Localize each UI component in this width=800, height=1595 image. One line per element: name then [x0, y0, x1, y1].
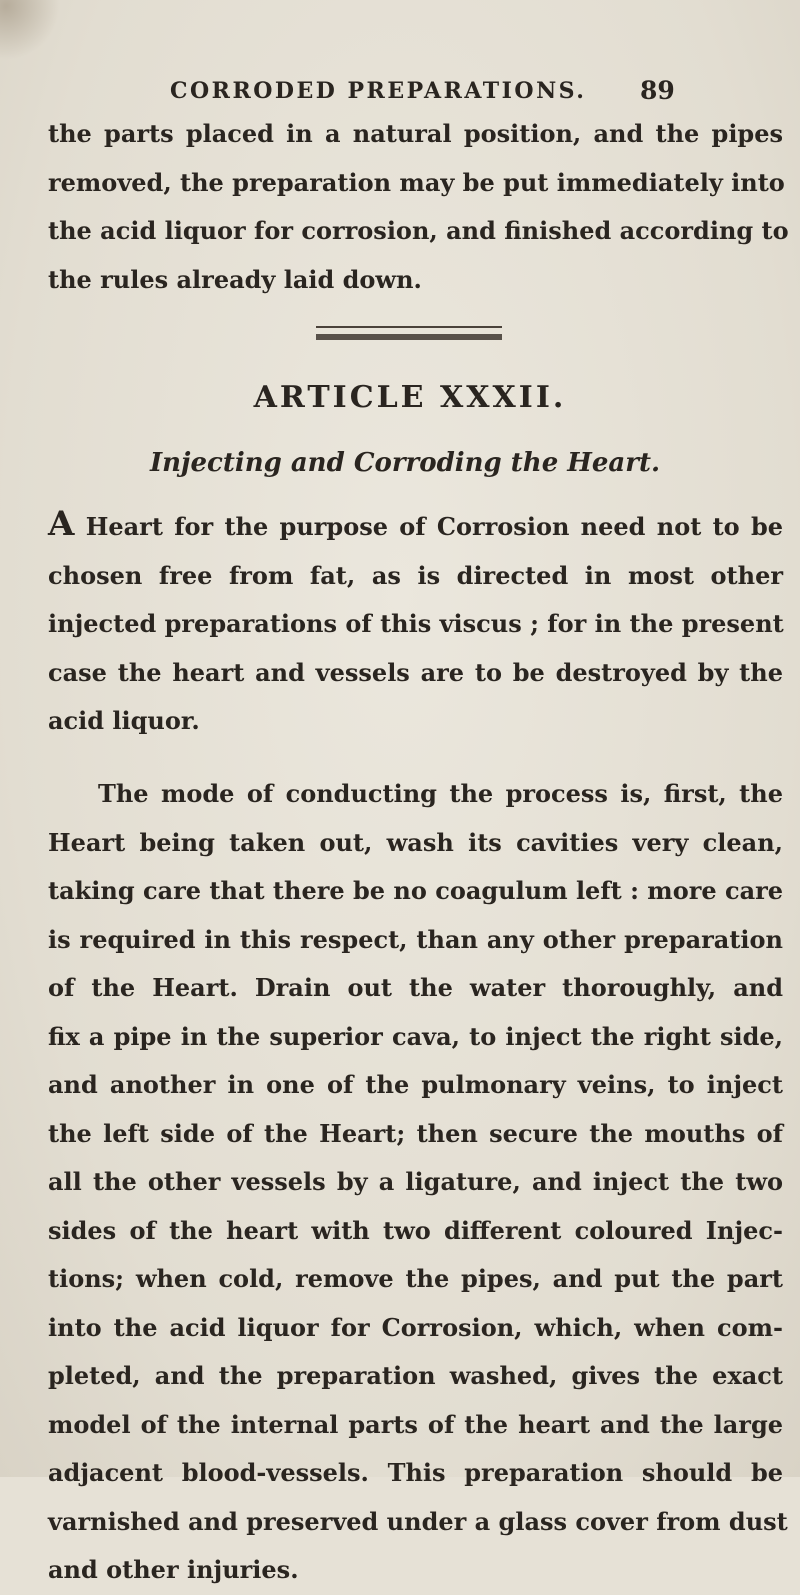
text-line: fix a pipe in the superior cava, to inject the right side, [48, 1021, 783, 1051]
article-subtitle: Injecting and Corroding the Heart. [149, 448, 661, 478]
text-line: all the other vessels by a ligature, and inject the two [48, 1167, 783, 1196]
text-line: chosen free from fat, as is directed in most other [48, 560, 783, 590]
text-line: taking care that there be no coagulum left : more care [48, 876, 784, 905]
body-paragraph [48, 770, 788, 1595]
text-line: adjacent blood-vessels. This preparation should be [48, 1458, 783, 1487]
text-line: the acid liquor for corrosion, and finished according to [48, 216, 789, 245]
text-line: Heart being taken out, wash its cavities very clean, [48, 827, 783, 857]
page-number: 89 [640, 76, 675, 105]
page-stain [0, 0, 60, 60]
text-line: into the acid liquor for Corrosion, which, when com- [48, 1312, 783, 1342]
text-line-rest: Heart for the purpose of Corrosion need not to be [85, 512, 784, 541]
text-line: and other injuries. [48, 1555, 299, 1584]
text-line: The mode of conducting the process is, first, the [98, 779, 783, 808]
text-line: injected preparations of this viscus ; for in the present [48, 609, 784, 638]
section-divider-thin [316, 326, 502, 328]
text-line: case the heart and vessels are to be destroyed by the [48, 657, 783, 687]
text-line: removed, the preparation may be put immediately into [48, 167, 785, 197]
text-line: is required in this respect, than any other preparation [48, 924, 783, 954]
initial-letter: A [48, 504, 75, 544]
section-divider-thick [316, 334, 502, 340]
text-line: sides of the heart with two different coloured Injec- [48, 1215, 783, 1245]
text-line: the parts placed in a natural position, and the pipes [48, 119, 783, 148]
text-line: and another in one of the pulmonary veins, to inject [48, 1070, 783, 1099]
intro-paragraph [48, 500, 783, 746]
continuation-paragraph [48, 110, 789, 304]
text-line: the left side of the Heart; then secure the mouths of [48, 1118, 783, 1148]
text-line: pleted, and the preparation washed, gives the exact [48, 1361, 783, 1390]
text-line: the rules already laid down. [48, 264, 422, 294]
article-heading: ARTICLE XXXII. [253, 380, 567, 415]
running-title: CORRODED PREPARATIONS. [170, 78, 587, 104]
text-line [48, 500, 783, 552]
text-line: varnished and preserved under a glass cover from dust [48, 1506, 788, 1536]
text-line: acid liquor. [48, 706, 200, 735]
text-line: of the Heart. Drain out the water thoroughly, and [48, 973, 783, 1002]
text-line: tions; when cold, remove the pipes, and put the part [48, 1264, 783, 1293]
text-line: model of the internal parts of the heart and the large [48, 1409, 783, 1439]
